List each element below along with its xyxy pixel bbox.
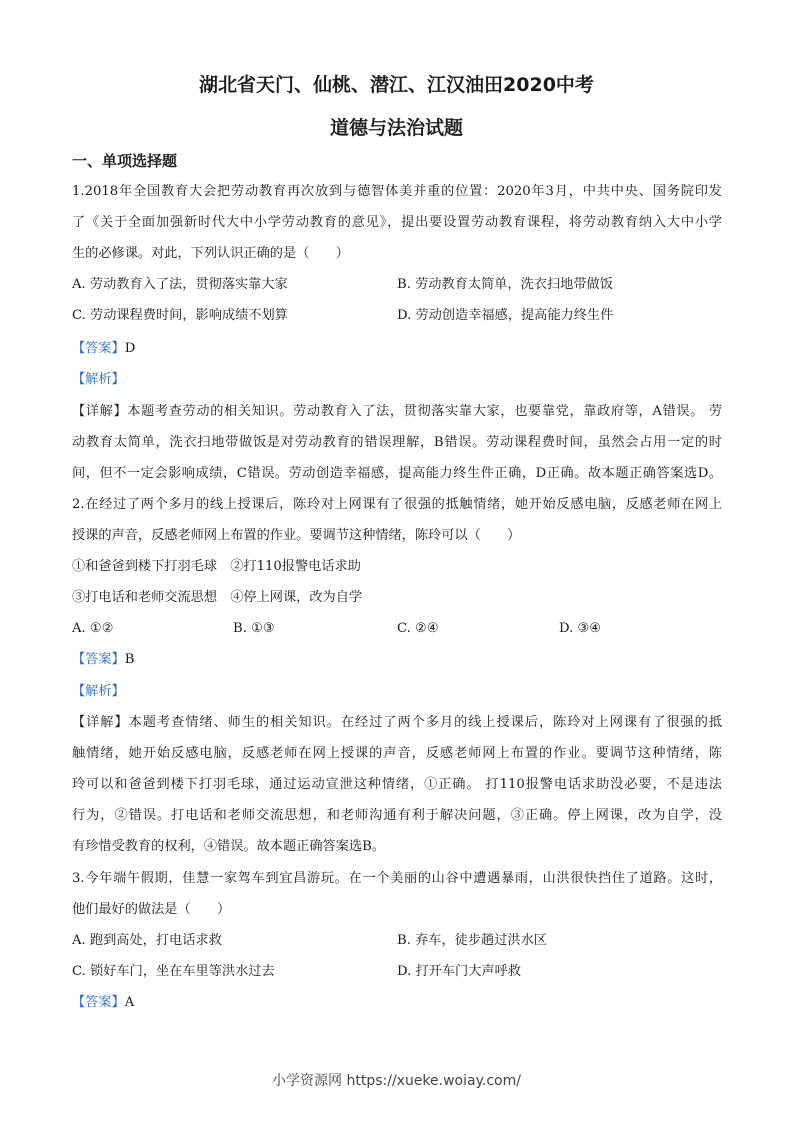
detail-text: 本题考查劳动的相关知识。劳动教育入了法，贯彻落实靠大家，也要靠党，靠政府等，A错误。 劳 — [127, 404, 723, 419]
q2-detail-line: 玲可以和爸爸到楼下打羽毛球，通过运动宣泄这种情绪，①正确。 打110报警电话求助没必要，不是违法 — [72, 777, 722, 792]
q3-option-c: C. 锁好车门，坐在车里等洪水过去 — [72, 964, 275, 979]
q1-option-d: D. 劳动创造幸福感，提高能力终生件 — [397, 308, 614, 323]
q1-option-c: C. 劳动课程费时间，影响成绩不划算 — [72, 308, 288, 323]
q2-detail-line — [72, 713, 722, 733]
answer-tag: 【答案】 — [72, 652, 125, 667]
q2-option-c: C. ②④ — [397, 621, 439, 636]
q2-choice-line: ①和爸爸到楼下打羽毛球 ②打110报警电话求助 — [72, 559, 361, 574]
q1-stem-line: 了《关于全面加强新时代大中小学劳动教育的意见》，提出要设置劳动教育课程，将劳动教育纳入大中小学 — [72, 215, 722, 230]
q1-answer — [72, 339, 135, 359]
q2-stem-line: 授课的声音，反感老师网上布置的作业。要调节这种情绪，陈玲可以（ ） — [72, 528, 521, 543]
page-title-line1: 湖北省天门、仙桃、潜江、江汉油田2020中考 — [199, 74, 594, 96]
q3-answer — [72, 993, 134, 1013]
q2-stem-line: 2.在经过了两个多月的线上授课后，陈玲对上网课有了很强的抵触情绪，她开始反感电脑，反感老师在网上 — [72, 497, 722, 512]
analysis-tag: 【解析】 — [72, 684, 125, 699]
q3-stem-line: 他们最好的做法是（ ） — [72, 902, 231, 917]
q2-detail-line: 有珍惜受教育的权利，④错误。故本题正确答案选B。 — [72, 839, 386, 854]
section-heading: 一、单项选择题 — [72, 152, 178, 170]
q3-stem-line: 3.今年端午假期，佳慧一家驾车到宜昌游玩。在一个美丽的山谷中遭遇暴雨，山洪很快挡住了道路。这时， — [72, 871, 722, 886]
page-title-line2: 道德与法治试题 — [329, 117, 463, 139]
answer-value: D — [124, 341, 136, 356]
q2-detail-line: 触情绪，她开始反感电脑，反感老师在网上授课的声音，反感老师网上布置的作业。要调节这种情绪，陈 — [72, 746, 722, 761]
answer-value: B — [124, 652, 135, 667]
q2-option-a: A. ①② — [72, 621, 114, 636]
detail-text: 本题考查情绪、师生的相关知识。在经过了两个多月的线上授课后，陈玲对上网课有了很强的抵 — [128, 715, 722, 730]
q2-detail-line: 行为，②错误。打电话和老师交流思想，和老师沟通有利于解决问题，③正确。停上网课，改为自学，没 — [72, 808, 722, 823]
answer-tag: 【答案】 — [72, 341, 125, 356]
detail-tag: 【详解】 — [72, 715, 129, 730]
q1-option-a: A. 劳动教育入了法，贯彻落实靠大家 — [72, 277, 288, 292]
q2-choice-line: ③打电话和老师交流思想 ④停上网课，改为自学 — [72, 590, 363, 605]
q2-option-d: D. ③④ — [559, 621, 602, 636]
footer-watermark: 小学资源网 https://xueke.woiay.com/ — [272, 1073, 521, 1089]
q1-stem-line: 生的必修课。对此，下列认识正确的是（ ） — [72, 246, 349, 261]
q3-option-d: D. 打开车门大声呼救 — [397, 964, 521, 979]
q1-detail-line: 动教育太简单，洗衣扫地带做饭是对劳动教育的错误理解，B错误。劳动课程费时间，虽然会占用一定的时 — [72, 435, 722, 450]
q2-option-b: B. ①③ — [233, 621, 275, 636]
detail-tag: 【详解】 — [72, 404, 128, 419]
q1-option-b: B. 劳动教育太简单，洗衣扫地带做饭 — [397, 277, 613, 292]
q1-detail-line — [72, 402, 722, 422]
q3-option-b: B. 弃车，徒步趟过洪水区 — [397, 933, 547, 948]
q1-stem-line: 1.2018年全国教育大会把劳动教育再次放到与德智体美并重的位置：2020年3月，中共中央、国务院印发 — [72, 184, 722, 199]
q1-detail-line: 间，但不一定会影响成绩，C错误。劳动创造幸福感，提高能力终生件正确，D正确。故本题正确答案选D。 — [72, 466, 722, 481]
answer-value: A — [124, 995, 135, 1010]
q3-option-a: A. 跑到高处，打电话求救 — [72, 933, 222, 948]
q1-analysis — [72, 370, 125, 390]
q2-answer — [72, 650, 134, 670]
analysis-tag: 【解析】 — [72, 372, 125, 387]
answer-tag: 【答案】 — [72, 995, 125, 1010]
q2-analysis — [72, 682, 125, 702]
